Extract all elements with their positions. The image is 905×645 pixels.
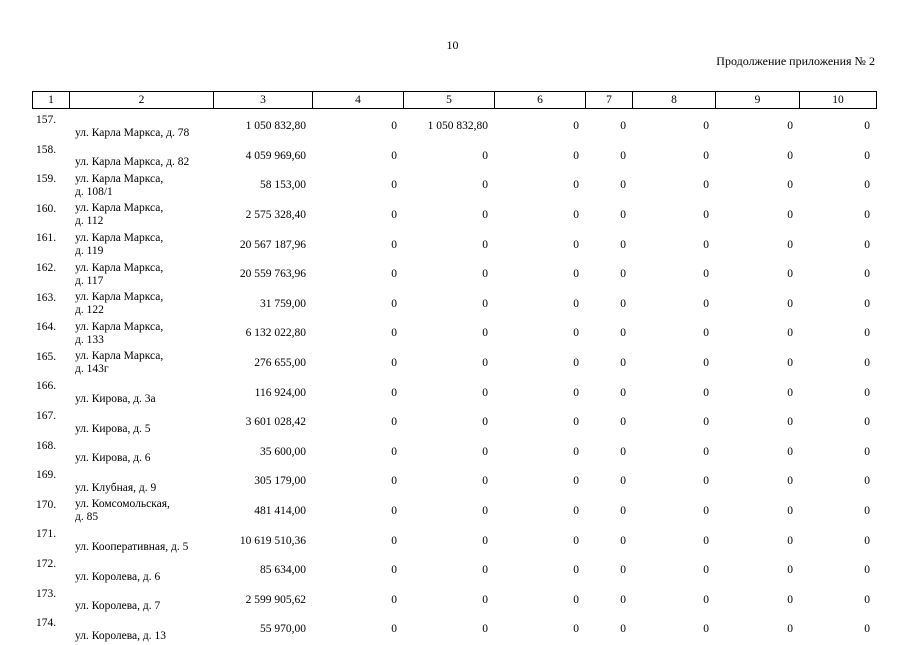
value-cell-c9: 0 — [787, 238, 793, 251]
address-cell — [69, 408, 213, 438]
value-cell-c9: 0 — [787, 297, 793, 310]
table-row — [32, 290, 876, 320]
address-cell — [69, 349, 213, 379]
value-cell-c8: 0 — [703, 416, 709, 429]
value-cell-c10: 0 — [864, 564, 870, 577]
address-line: ул. Карла Маркса, — [75, 320, 164, 333]
address-line: ул. Комсомольская, — [75, 498, 170, 511]
value-cell-c10: 0 — [864, 416, 870, 429]
value-cell-c6: 0 — [573, 179, 579, 192]
header-row — [33, 92, 877, 109]
value-cell-c8: 0 — [703, 475, 709, 488]
address-line: ул. Королева, д. 7 — [75, 600, 161, 613]
value-cell-c10: 0 — [864, 386, 870, 399]
value-cell-c5: 0 — [482, 386, 488, 399]
value-cell-c5: 0 — [482, 357, 488, 370]
value-cell-c8: 0 — [703, 179, 709, 192]
column-header-8: 8 — [633, 92, 716, 109]
value-cell-c9: 0 — [787, 416, 793, 429]
value-cell-c5: 0 — [482, 564, 488, 577]
table-row — [32, 230, 876, 260]
value-cell-c6: 0 — [573, 564, 579, 577]
address-line: ул. Карла Маркса, — [75, 261, 164, 274]
address-line: ул. Карла Маркса, — [75, 350, 164, 363]
row-number: 164. — [36, 321, 57, 334]
value-cell-c6: 0 — [573, 593, 579, 606]
row-number: 162. — [36, 261, 57, 274]
value-cell-c3: 10 619 510,36 — [239, 534, 306, 547]
value-cell-c7: 0 — [620, 534, 626, 547]
table-row — [32, 171, 876, 201]
value-cell-c10: 0 — [864, 120, 870, 133]
column-header-9: 9 — [716, 92, 800, 109]
value-cell-c8: 0 — [703, 327, 709, 340]
column-header-6: 6 — [495, 92, 586, 109]
value-cell-c7: 0 — [620, 149, 626, 162]
value-cell-c4: 0 — [391, 149, 397, 162]
row-number: 171. — [36, 528, 57, 541]
address-line: д. 119 — [75, 244, 104, 257]
value-cell-c9: 0 — [787, 149, 793, 162]
address-line: ул. Карла Маркса, — [75, 172, 164, 185]
address-cell — [69, 526, 213, 556]
value-cell-c10: 0 — [864, 149, 870, 162]
row-number: 168. — [36, 439, 57, 452]
value-cell-c7: 0 — [620, 475, 626, 488]
row-number: 166. — [36, 380, 57, 393]
value-cell-c7: 0 — [620, 179, 626, 192]
address-line: д. 108/1 — [75, 185, 113, 198]
value-cell-c4: 0 — [391, 386, 397, 399]
table-row — [32, 260, 876, 290]
value-cell-c8: 0 — [703, 149, 709, 162]
value-cell-c9: 0 — [787, 327, 793, 340]
value-cell-c10: 0 — [864, 357, 870, 370]
value-cell-c7: 0 — [620, 268, 626, 281]
row-number: 157. — [36, 114, 57, 126]
value-cell-c10: 0 — [864, 179, 870, 192]
value-cell-c3: 2 599 905,62 — [245, 593, 306, 606]
value-cell-c8: 0 — [703, 623, 709, 636]
value-cell-c10: 0 — [864, 534, 870, 547]
value-cell-c4: 0 — [391, 120, 397, 133]
table-row — [32, 112, 876, 142]
value-cell-c3: 276 655,00 — [254, 357, 306, 370]
table-row — [32, 556, 876, 586]
value-cell-c3: 305 179,00 — [254, 475, 306, 488]
value-cell-c8: 0 — [703, 268, 709, 281]
value-cell-c10: 0 — [864, 475, 870, 488]
value-cell-c5: 0 — [482, 623, 488, 636]
value-cell-c8: 0 — [703, 505, 709, 518]
address-line: д. 122 — [75, 304, 104, 317]
value-cell-c9: 0 — [787, 505, 793, 518]
value-cell-c10: 0 — [864, 238, 870, 251]
value-cell-c6: 0 — [573, 416, 579, 429]
value-cell-c6: 0 — [573, 297, 579, 310]
data-table — [32, 112, 876, 645]
row-number: 169. — [36, 469, 57, 482]
row-number: 173. — [36, 587, 57, 600]
table-row — [32, 526, 876, 556]
value-cell-c5: 0 — [482, 149, 488, 162]
value-cell-c3: 1 050 832,80 — [245, 120, 306, 133]
continuation-label: Продолжение приложения № 2 — [716, 54, 875, 68]
value-cell-c10: 0 — [864, 327, 870, 340]
value-cell-c7: 0 — [620, 357, 626, 370]
value-cell-c8: 0 — [703, 120, 709, 133]
value-cell-c8: 0 — [703, 593, 709, 606]
value-cell-c8: 0 — [703, 445, 709, 458]
value-cell-c7: 0 — [620, 209, 626, 222]
value-cell-c3: 85 634,00 — [260, 564, 306, 577]
value-cell-c5: 1 050 832,80 — [427, 120, 488, 133]
table-row — [32, 142, 876, 172]
address-line: д. 143г — [75, 363, 109, 376]
column-header-7: 7 — [586, 92, 633, 109]
value-cell-c5: 0 — [482, 416, 488, 429]
value-cell-c8: 0 — [703, 209, 709, 222]
address-line: ул. Королева, д. 6 — [75, 570, 161, 583]
value-cell-c4: 0 — [391, 179, 397, 192]
value-cell-c7: 0 — [620, 623, 626, 636]
value-cell-c3: 4 059 969,60 — [245, 149, 306, 162]
value-cell-c5: 0 — [482, 445, 488, 458]
value-cell-c8: 0 — [703, 534, 709, 547]
value-cell-c4: 0 — [391, 268, 397, 281]
value-cell-c9: 0 — [787, 268, 793, 281]
value-cell-c5: 0 — [482, 475, 488, 488]
value-cell-c6: 0 — [573, 445, 579, 458]
value-cell-c3: 481 414,00 — [254, 505, 306, 518]
value-cell-c4: 0 — [391, 297, 397, 310]
row-number: 158. — [36, 143, 57, 156]
row-number: 172. — [36, 557, 57, 570]
table-row — [32, 319, 876, 349]
row-number: 167. — [36, 409, 57, 422]
value-cell-c9: 0 — [787, 357, 793, 370]
value-cell-c10: 0 — [864, 297, 870, 310]
value-cell-c6: 0 — [573, 120, 579, 133]
value-cell-c7: 0 — [620, 564, 626, 577]
address-cell — [69, 260, 213, 290]
address-line: ул. Карла Маркса, — [75, 291, 164, 304]
value-cell-c9: 0 — [787, 534, 793, 547]
address-cell — [69, 556, 213, 586]
value-cell-c5: 0 — [482, 534, 488, 547]
address-line: д. 112 — [75, 215, 104, 228]
value-cell-c7: 0 — [620, 327, 626, 340]
value-cell-c5: 0 — [482, 297, 488, 310]
value-cell-c9: 0 — [787, 623, 793, 636]
value-cell-c4: 0 — [391, 357, 397, 370]
address-cell — [69, 142, 213, 172]
value-cell-c5: 0 — [482, 505, 488, 518]
value-cell-c6: 0 — [573, 268, 579, 281]
table-row — [32, 349, 876, 379]
address-line: д. 117 — [75, 274, 104, 287]
value-cell-c9: 0 — [787, 120, 793, 133]
table-header — [32, 91, 877, 109]
value-cell-c10: 0 — [864, 623, 870, 636]
address-cell — [69, 615, 213, 645]
value-cell-c7: 0 — [620, 238, 626, 251]
address-cell — [69, 378, 213, 408]
value-cell-c9: 0 — [787, 386, 793, 399]
address-cell — [69, 497, 213, 527]
address-line: ул. Карла Маркса, — [75, 231, 164, 244]
value-cell-c6: 0 — [573, 534, 579, 547]
value-cell-c9: 0 — [787, 209, 793, 222]
address-cell — [69, 438, 213, 468]
value-cell-c4: 0 — [391, 593, 397, 606]
row-number: 159. — [36, 173, 57, 186]
value-cell-c4: 0 — [391, 534, 397, 547]
address-line: ул. Королева, д. 13 — [75, 629, 167, 642]
value-cell-c9: 0 — [787, 593, 793, 606]
address-line: ул. Кирова, д. 5 — [75, 422, 151, 435]
value-cell-c4: 0 — [391, 445, 397, 458]
value-cell-c3: 3 601 028,42 — [245, 416, 306, 429]
value-cell-c8: 0 — [703, 386, 709, 399]
value-cell-c6: 0 — [573, 357, 579, 370]
value-cell-c8: 0 — [703, 564, 709, 577]
address-line: ул. Клубная, д. 9 — [75, 481, 157, 494]
value-cell-c5: 0 — [482, 209, 488, 222]
value-cell-c3: 6 132 022,80 — [245, 327, 306, 340]
value-cell-c6: 0 — [573, 475, 579, 488]
address-line: ул. Кирова, д. 6 — [75, 452, 151, 465]
value-cell-c5: 0 — [482, 327, 488, 340]
address-cell — [69, 201, 213, 231]
value-cell-c7: 0 — [620, 505, 626, 518]
address-cell — [69, 586, 213, 616]
column-header-2: 2 — [70, 92, 214, 109]
address-line: д. 85 — [75, 511, 99, 524]
value-cell-c7: 0 — [620, 593, 626, 606]
value-cell-c8: 0 — [703, 357, 709, 370]
value-cell-c8: 0 — [703, 297, 709, 310]
address-cell — [69, 290, 213, 320]
column-header-1: 1 — [33, 92, 70, 109]
page-number: 10 — [446, 38, 459, 52]
row-number: 170. — [36, 498, 57, 511]
value-cell-c6: 0 — [573, 209, 579, 222]
value-cell-c10: 0 — [864, 209, 870, 222]
value-cell-c3: 31 759,00 — [260, 297, 306, 310]
value-cell-c3: 20 567 187,96 — [239, 238, 306, 251]
column-header-3: 3 — [214, 92, 313, 109]
value-cell-c7: 0 — [620, 297, 626, 310]
value-cell-c4: 0 — [391, 505, 397, 518]
value-cell-c9: 0 — [787, 564, 793, 577]
table-row — [32, 586, 876, 616]
table-row — [32, 378, 876, 408]
value-cell-c9: 0 — [787, 445, 793, 458]
address-line: ул. Кирова, д. 3а — [75, 392, 156, 405]
table-row — [32, 497, 876, 527]
value-cell-c5: 0 — [482, 238, 488, 251]
row-number: 160. — [36, 202, 57, 215]
value-cell-c6: 0 — [573, 386, 579, 399]
table-row — [32, 615, 876, 645]
value-cell-c9: 0 — [787, 179, 793, 192]
value-cell-c4: 0 — [391, 475, 397, 488]
value-cell-c9: 0 — [787, 475, 793, 488]
value-cell-c3: 20 559 763,96 — [239, 268, 306, 281]
table-row — [32, 438, 876, 468]
value-cell-c7: 0 — [620, 386, 626, 399]
value-cell-c7: 0 — [620, 445, 626, 458]
row-number: 163. — [36, 291, 57, 304]
value-cell-c7: 0 — [620, 120, 626, 133]
column-header-10: 10 — [800, 92, 877, 109]
address-cell — [69, 319, 213, 349]
value-cell-c6: 0 — [573, 327, 579, 340]
address-line: д. 133 — [75, 333, 104, 346]
address-cell — [69, 467, 213, 497]
value-cell-c4: 0 — [391, 327, 397, 340]
value-cell-c6: 0 — [573, 238, 579, 251]
value-cell-c5: 0 — [482, 179, 488, 192]
value-cell-c4: 0 — [391, 623, 397, 636]
address-line: ул. Карла Маркса, д. 78 — [75, 126, 190, 139]
value-cell-c3: 58 153,00 — [260, 179, 306, 192]
table-row — [32, 467, 876, 497]
value-cell-c6: 0 — [573, 505, 579, 518]
value-cell-c3: 35 600,00 — [260, 445, 306, 458]
value-cell-c6: 0 — [573, 149, 579, 162]
value-cell-c8: 0 — [703, 238, 709, 251]
address-cell — [69, 230, 213, 260]
value-cell-c10: 0 — [864, 268, 870, 281]
value-cell-c4: 0 — [391, 564, 397, 577]
column-header-5: 5 — [404, 92, 495, 109]
value-cell-c4: 0 — [391, 238, 397, 251]
value-cell-c3: 116 924,00 — [254, 386, 306, 399]
value-cell-c7: 0 — [620, 416, 626, 429]
value-cell-c3: 55 970,00 — [260, 623, 306, 636]
value-cell-c5: 0 — [482, 593, 488, 606]
value-cell-c6: 0 — [573, 623, 579, 636]
address-cell — [69, 112, 213, 142]
address-line: ул. Карла Маркса, — [75, 202, 164, 215]
address-line: ул. Карла Маркса, д. 82 — [75, 156, 190, 169]
value-cell-c10: 0 — [864, 593, 870, 606]
value-cell-c3: 2 575 328,40 — [245, 209, 306, 222]
table-row — [32, 408, 876, 438]
value-cell-c4: 0 — [391, 416, 397, 429]
row-number: 165. — [36, 350, 57, 363]
value-cell-c4: 0 — [391, 209, 397, 222]
row-number: 161. — [36, 232, 57, 245]
address-cell — [69, 171, 213, 201]
value-cell-c10: 0 — [864, 445, 870, 458]
address-line: ул. Кооперативная, д. 5 — [75, 540, 189, 553]
row-number: 174. — [36, 617, 57, 630]
value-cell-c10: 0 — [864, 505, 870, 518]
column-header-4: 4 — [313, 92, 404, 109]
table-row — [32, 201, 876, 231]
value-cell-c5: 0 — [482, 268, 488, 281]
